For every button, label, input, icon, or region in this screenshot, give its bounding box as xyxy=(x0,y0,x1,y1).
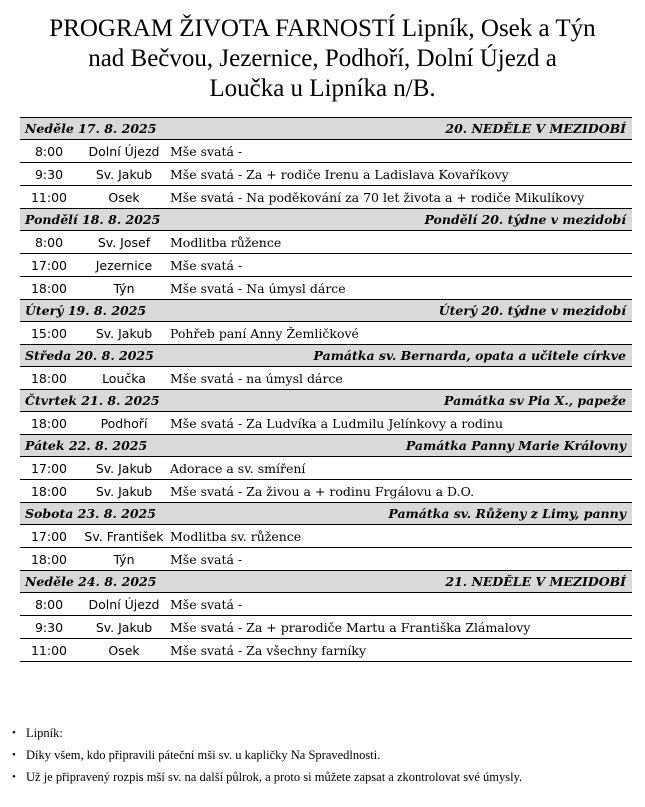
entry-intent: Adorace a sv. smíření xyxy=(170,457,632,480)
day-feast: Památka sv. Růženy z Limy, panny xyxy=(170,503,632,525)
entry-time: 18:00 xyxy=(20,367,78,390)
bullet-icon: • xyxy=(12,749,16,761)
entry-place: Jezernice xyxy=(78,254,170,277)
entry-place: Sv. Josef xyxy=(78,231,170,254)
entry-intent: Mše svatá - Za + prarodiče Martu a Františka Zlámalovy xyxy=(170,616,632,639)
day-header-row xyxy=(20,209,632,231)
note-item xyxy=(12,744,632,766)
entry-place: Sv. Jakub xyxy=(78,480,170,503)
entry-intent: Pohřeb paní Anny Žemličkové xyxy=(170,322,632,345)
entry-time: 9:30 xyxy=(20,163,78,186)
day-date: Středa 20. 8. 2025 xyxy=(20,345,170,367)
entry-time: 8:00 xyxy=(20,140,78,163)
title-line: nad Bečvou, Jezernice, Podhoří, Dolní Újezd a xyxy=(88,45,557,72)
schedule-row xyxy=(20,322,632,345)
note-item xyxy=(12,722,632,744)
entry-place: Sv. Jakub xyxy=(78,457,170,480)
entry-time: 9:30 xyxy=(20,616,78,639)
day-header-row xyxy=(20,435,632,457)
bullet-icon: • xyxy=(12,771,16,783)
day-date: Neděle 24. 8. 2025 xyxy=(20,571,170,593)
day-header-row xyxy=(20,118,632,140)
day-date: Úterý 19. 8. 2025 xyxy=(20,300,170,322)
entry-time: 17:00 xyxy=(20,525,78,548)
entry-time: 18:00 xyxy=(20,548,78,571)
day-date: Sobota 23. 8. 2025 xyxy=(20,503,170,525)
entry-place: Dolní Újezd xyxy=(78,593,170,616)
day-feast: 21. NEDĚLE V MEZIDOBÍ xyxy=(170,571,632,593)
day-feast: Památka sv Pia X., papeže xyxy=(170,390,632,412)
schedule-row xyxy=(20,140,632,163)
entry-time: 11:00 xyxy=(20,186,78,209)
day-date: Pondělí 18. 8. 2025 xyxy=(20,209,170,231)
entry-intent: Mše svatá - na úmysl dárce xyxy=(170,367,632,390)
day-feast: Pondělí 20. týdne v mezidobí xyxy=(170,209,632,231)
entry-intent: Modlitba sv. růžence xyxy=(170,525,632,548)
entry-place: Dolní Újezd xyxy=(78,140,170,163)
day-header-row xyxy=(20,300,632,322)
day-date: Neděle 17. 8. 2025 xyxy=(20,118,170,140)
entry-time: 11:00 xyxy=(20,639,78,662)
schedule-row xyxy=(20,277,632,300)
day-date: Pátek 22. 8. 2025 xyxy=(20,435,170,457)
schedule-row xyxy=(20,616,632,639)
day-feast: 20. NEDĚLE V MEZIDOBÍ xyxy=(170,118,632,140)
schedule-row xyxy=(20,593,632,616)
entry-time: 18:00 xyxy=(20,480,78,503)
entry-place: Týn xyxy=(78,548,170,571)
schedule-row xyxy=(20,480,632,503)
entry-intent: Mše svatá - Za + rodiče Irenu a Ladislava Kovaříkovy xyxy=(170,163,632,186)
schedule-row xyxy=(20,457,632,480)
entry-time: 18:00 xyxy=(20,277,78,300)
entry-place: Sv. Jakub xyxy=(78,616,170,639)
schedule-row xyxy=(20,254,632,277)
schedule-table xyxy=(20,117,632,662)
entry-time: 17:00 xyxy=(20,457,78,480)
entry-place: Sv. Jakub xyxy=(78,322,170,345)
entry-place: Podhoří xyxy=(78,412,170,435)
entry-place: Osek xyxy=(78,186,170,209)
schedule-row xyxy=(20,163,632,186)
entry-place: Osek xyxy=(78,639,170,662)
day-header-row xyxy=(20,345,632,367)
entry-place: Týn xyxy=(78,277,170,300)
day-feast: Úterý 20. týdne v mezidobí xyxy=(170,300,632,322)
title-line: PROGRAM ŽIVOTA FARNOSTÍ Lipník, Osek a Týn xyxy=(49,15,596,42)
entry-time: 18:00 xyxy=(20,412,78,435)
entry-intent: Mše svatá - Na úmysl dárce xyxy=(170,277,632,300)
entry-place: Sv. František xyxy=(78,525,170,548)
schedule-row xyxy=(20,548,632,571)
entry-intent: Mše svatá - Na poděkování za 70 let života a + rodiče Mikulíkovy xyxy=(170,186,632,209)
entry-time: 8:00 xyxy=(20,231,78,254)
day-header-row xyxy=(20,503,632,525)
title-line: Loučka u Lipníka n/B. xyxy=(209,75,436,102)
note-text: Lipník: xyxy=(26,726,63,740)
entry-intent: Mše svatá - xyxy=(170,593,632,616)
entry-intent: Mše svatá - Za všechny farníky xyxy=(170,639,632,662)
entry-intent: Modlitba růžence xyxy=(170,231,632,254)
schedule-row xyxy=(20,412,632,435)
schedule-row xyxy=(20,525,632,548)
entry-time: 17:00 xyxy=(20,254,78,277)
schedule-row xyxy=(20,639,632,662)
entry-intent: Mše svatá - Za živou a + rodinu Frgálovu a D.O. xyxy=(170,480,632,503)
schedule-row xyxy=(20,186,632,209)
entry-intent: Mše svatá - xyxy=(170,548,632,571)
note-text: Díky všem, kdo připravili páteční mši sv. u kapličky Na Spravedlnosti. xyxy=(26,748,381,762)
entry-time: 15:00 xyxy=(20,322,78,345)
schedule-row xyxy=(20,231,632,254)
page-title xyxy=(0,14,645,104)
day-feast: Památka Panny Marie Královny xyxy=(170,435,632,457)
note-text: Už je připravený rozpis mší sv. na další půlrok, a proto si můžete zapsat a zkontrolovat své úmysly. xyxy=(26,770,523,784)
schedule-row xyxy=(20,367,632,390)
entry-intent: Mše svatá - xyxy=(170,254,632,277)
day-header-row xyxy=(20,390,632,412)
day-feast: Památka sv. Bernarda, opata a učitele církve xyxy=(170,345,632,367)
bullet-icon: • xyxy=(12,727,16,739)
entry-place: Loučka xyxy=(78,367,170,390)
entry-time: 8:00 xyxy=(20,593,78,616)
entry-intent: Mše svatá - Za Ludvíka a Ludmilu Jelínkovy a rodinu xyxy=(170,412,632,435)
day-date: Čtvrtek 21. 8. 2025 xyxy=(20,390,170,412)
day-header-row xyxy=(20,571,632,593)
entry-intent: Mše svatá - xyxy=(170,140,632,163)
notes-list xyxy=(12,722,632,788)
note-item xyxy=(12,766,632,788)
entry-place: Sv. Jakub xyxy=(78,163,170,186)
